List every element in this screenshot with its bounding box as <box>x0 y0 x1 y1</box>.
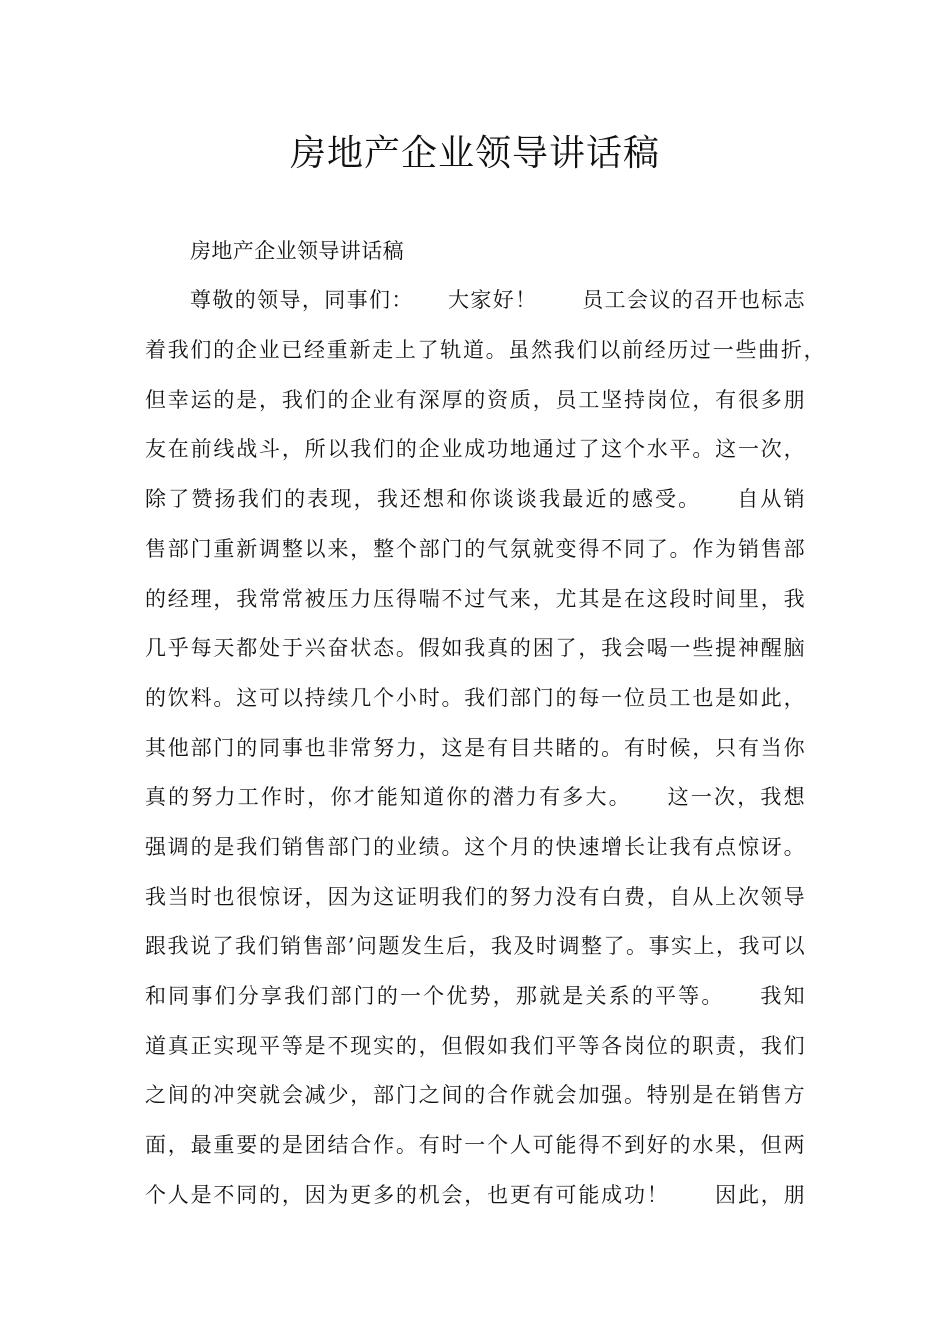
body-line-9: 几乎每天都处于兴奋状态。假如我真的困了，我会喝一些提神醒脑 <box>145 636 805 660</box>
body-line-7: 售部门重新调整以来，整个部门的气氛就变得不同了。作为销售部 <box>145 537 805 561</box>
body-line-5: 友在前线战斗，所以我们的企业成功地通过了这个水平。这一次， <box>145 437 805 461</box>
body-line-14: 我当时也很惊讶，因为这证明我们的努力没有白费，自从上次领导 <box>145 885 805 909</box>
body-line-2: 尊敬的领导，同事们： 大家好！ 员工会议的召开也标志 <box>190 288 805 312</box>
body-line-10: 的饮料。这可以持续几个小时。我们部门的每一位员工也是如此， <box>145 686 805 710</box>
body-line-16: 和同事们分享我们部门的一个优势，那就是关系的平等。 我知 <box>145 984 805 1008</box>
body-line-8: 的经理，我常常被压力压得喘不过气来，尤其是在这段时间里，我 <box>145 587 805 611</box>
body-line-4: 但幸运的是，我们的企业有深厚的资质，员工坚持岗位，有很多朋 <box>145 388 805 412</box>
document-title: 房地产企业领导讲话稿 <box>289 133 660 174</box>
body-line-6: 除了赞扬我们的表现，我还想和你谈谈我最近的感受。 自从销 <box>145 487 805 511</box>
body-line-1: 房地产企业领导讲话稿 <box>190 239 404 263</box>
body-line-19: 面，最重要的是团结合作。有时一个人可能得不到好的水果，但两 <box>145 1133 805 1157</box>
body-line-18: 之间的冲突就会减少，部门之间的合作就会加强。特别是在销售方 <box>145 1083 805 1107</box>
body-line-20: 个人是不同的，因为更多的机会，也更有可能成功！ 因此，朋 <box>145 1183 805 1207</box>
body-line-3: 着我们的企业已经重新走上了轨道。虽然我们以前经历过一些曲折， <box>145 338 825 362</box>
body-line-11: 其他部门的同事也非常努力，这是有目共睹的。有时候，只有当你 <box>145 736 805 760</box>
body-line-17: 道真正实现平等是不现实的，但假如我们平等各岗位的职责，我们 <box>145 1034 805 1058</box>
body-line-13: 强调的是我们销售部门的业绩。这个月的快速增长让我有点惊讶。 <box>145 835 805 859</box>
body-line-12: 真的努力工作时，你才能知道你的潜力有多大。 这一次，我想 <box>145 785 805 809</box>
body-line-15: 跟我说了我们销售部’问题发生后，我及时调整了。事实上，我可以 <box>145 934 805 958</box>
